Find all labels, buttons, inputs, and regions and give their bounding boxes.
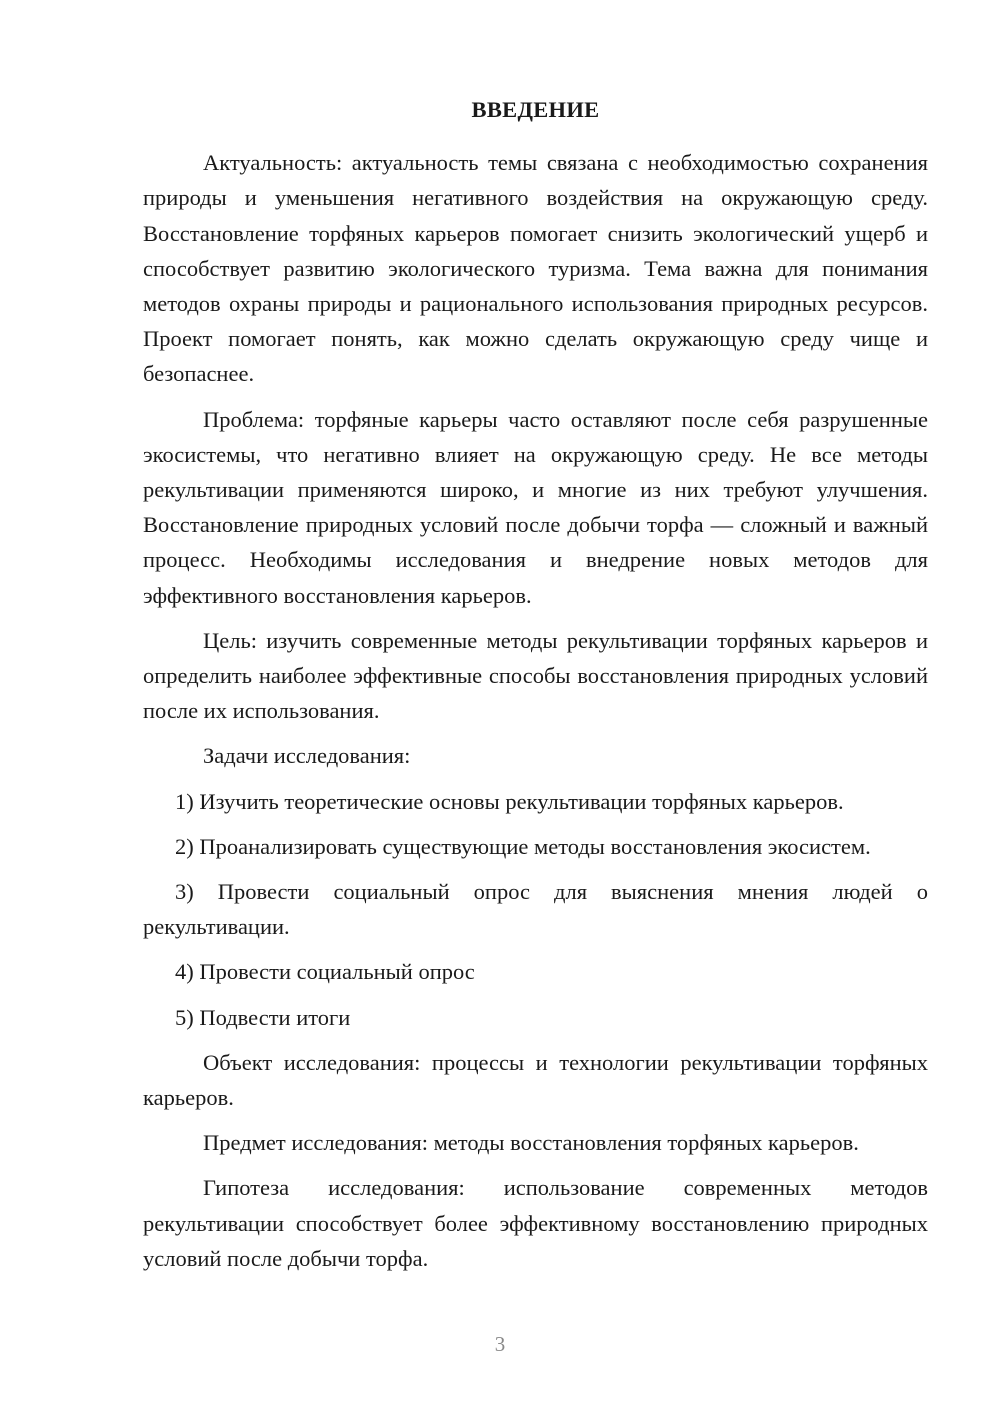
task-item-2: 2) Проанализировать существующие методы восстановления экосистем. bbox=[175, 833, 871, 859]
page-content bbox=[143, 92, 928, 1286]
subject-paragraph: Предмет исследования: методы восстановления торфяных карьеров. bbox=[203, 1130, 859, 1156]
section-title: ВВЕДЕНИЕ bbox=[471, 97, 600, 122]
task-item-4: 4) Провести социальный опрос bbox=[175, 959, 475, 985]
task-item-5: 5) Подвести итоги bbox=[175, 1004, 351, 1030]
hypothesis-paragraph: Гипотеза исследования: использование современных методов рекультивации способствует более эффективному восстановлению природных условий после добычи торфа. bbox=[143, 1175, 928, 1271]
tasks-heading: Задачи исследования: bbox=[203, 743, 411, 769]
relevance-paragraph: Актуальность: актуальность темы связана с необходимостью сохранения природы и уменьшения негативного воздействия на окружающую среду. Восстановление торфяных карьеров помогает снизить экологический ущерб и способствует развитию экологического туризма. Тема важна для понимания методов охраны природы и рационального использования природных ресурсов. Проект помогает понять, как можно сделать окружающую среду чище и безопаснее. bbox=[143, 150, 928, 387]
task-item-1: 1) Изучить теоретические основы рекультивации торфяных карьеров. bbox=[175, 788, 844, 814]
problem-paragraph: Проблема: торфяные карьеры часто оставляют после себя разрушенные экосистемы, что негативно влияет на окружающую среду. Не все методы рекультивации применяются широко, и многие из них требуют улучшения. Восстановление природных условий после добычи торфа — сложный и важный процесс. Необходимы исследования и внедрение новых методов для эффективного восстановления карьеров. bbox=[143, 406, 928, 608]
goal-paragraph: Цель: изучить современные методы рекультивации торфяных карьеров и определить наиболее эффективные способы восстановления природных условий после их использования. bbox=[143, 627, 928, 724]
object-paragraph: Объект исследования: процессы и технологии рекультивации торфяных карьеров. bbox=[143, 1049, 928, 1111]
task-item-3: 3) Провести социальный опрос для выяснения мнения людей о рекультивации. bbox=[143, 879, 928, 940]
page-number: 3 bbox=[494, 1332, 506, 1356]
